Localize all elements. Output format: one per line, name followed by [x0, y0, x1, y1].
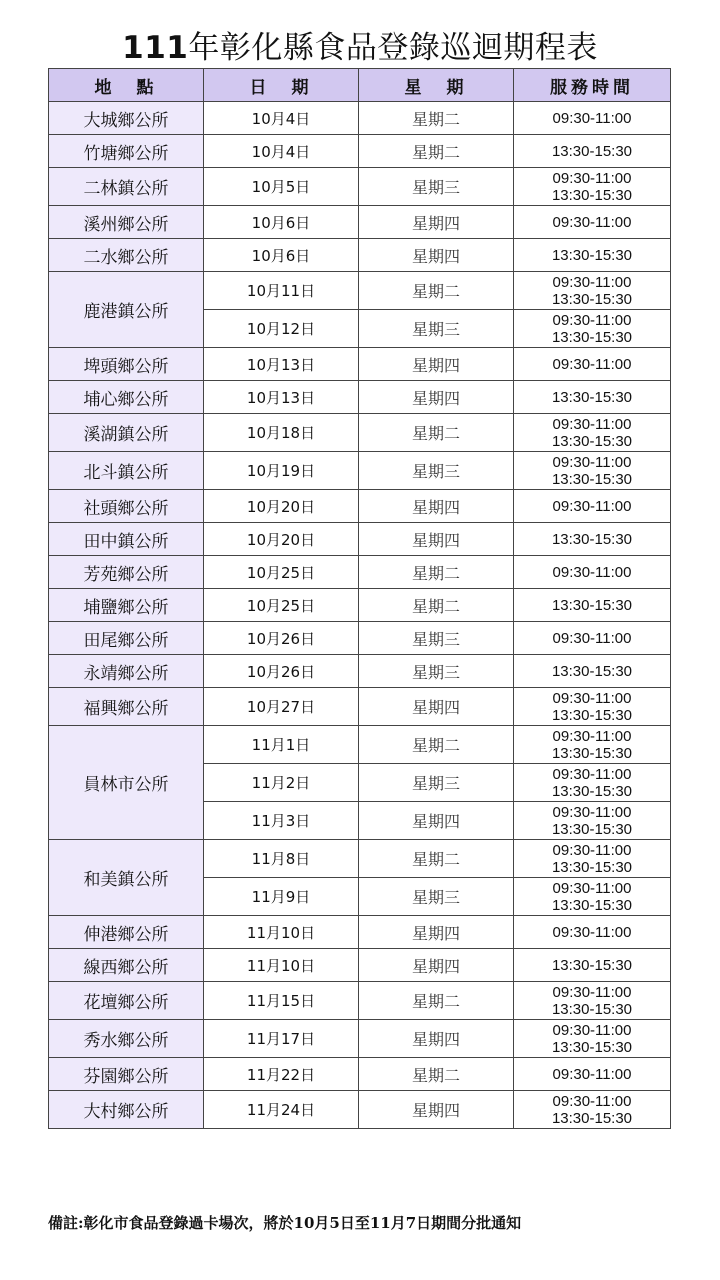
weekday-cell: 星期四: [359, 348, 514, 381]
table-row: [49, 840, 671, 878]
table-row: [49, 982, 671, 1020]
table-row: [49, 381, 671, 414]
date-cell: 10月26日: [204, 655, 359, 688]
time-slot: 13:30-15:30: [551, 596, 633, 614]
location-cell: 二水鄉公所: [49, 239, 204, 272]
location-cell: 溪州鄉公所: [49, 206, 204, 239]
date-cell: 10月20日: [204, 490, 359, 523]
time-cell: [514, 688, 671, 726]
date-cell: 10月11日: [204, 272, 359, 310]
time-slot: 13:30-15:30: [551, 1109, 633, 1127]
date-cell: 10月13日: [204, 381, 359, 414]
title-year: 111: [122, 30, 189, 66]
date-cell: 11月17日: [204, 1020, 359, 1058]
table-row: [49, 1020, 671, 1058]
weekday-cell: 星期二: [359, 726, 514, 764]
table-row: [49, 655, 671, 688]
date-cell: 11月3日: [204, 802, 359, 840]
time-slot: 13:30-15:30: [551, 388, 633, 406]
time-slot: 09:30-11:00: [552, 355, 632, 373]
weekday-cell: 星期二: [359, 589, 514, 622]
weekday-cell: 星期二: [359, 135, 514, 168]
time-slot: 09:30-11:00: [552, 415, 632, 433]
date-cell: 10月4日: [204, 135, 359, 168]
time-cell: [514, 452, 671, 490]
location-cell: 竹塘鄉公所: [49, 135, 204, 168]
date-cell: 11月22日: [204, 1058, 359, 1091]
weekday-cell: 星期四: [359, 1091, 514, 1129]
time-slot: 09:30-11:00: [552, 453, 632, 471]
time-slot: 09:30-11:00: [552, 497, 632, 515]
date-cell: 11月2日: [204, 764, 359, 802]
time-cell: [514, 655, 671, 688]
time-slot: 09:30-11:00: [552, 213, 632, 231]
location-cell: 鹿港鎮公所: [49, 272, 204, 348]
table-row: [49, 102, 671, 135]
location-cell: 埔心鄉公所: [49, 381, 204, 414]
date-cell: 11月15日: [204, 982, 359, 1020]
time-slot: 13:30-15:30: [551, 744, 633, 762]
title-text: 年彰化縣食品登錄巡迴期程表: [188, 30, 598, 66]
weekday-cell: 星期四: [359, 802, 514, 840]
time-cell: [514, 414, 671, 452]
time-slot: 09:30-11:00: [552, 1092, 632, 1110]
location-cell: 溪湖鎮公所: [49, 414, 204, 452]
weekday-cell: 星期三: [359, 452, 514, 490]
time-cell: [514, 523, 671, 556]
time-slot: 09:30-11:00: [552, 689, 632, 707]
time-cell: [514, 982, 671, 1020]
time-slot: 13:30-15:30: [551, 246, 633, 264]
date-cell: 10月27日: [204, 688, 359, 726]
date-cell: 10月13日: [204, 348, 359, 381]
schedule-body: [49, 102, 671, 1129]
time-cell: [514, 310, 671, 348]
table-row: [49, 916, 671, 949]
time-slot: 09:30-11:00: [552, 311, 632, 329]
location-cell: 永靖鄉公所: [49, 655, 204, 688]
time-cell: [514, 726, 671, 764]
table-row: [49, 726, 671, 764]
location-cell: 花壇鄉公所: [49, 982, 204, 1020]
date-cell: 11月9日: [204, 878, 359, 916]
time-cell: [514, 1091, 671, 1129]
time-slot: 13:30-15:30: [551, 706, 633, 724]
time-cell: [514, 589, 671, 622]
time-slot: 13:30-15:30: [551, 186, 633, 204]
date-cell: 10月4日: [204, 102, 359, 135]
table-row: [49, 622, 671, 655]
weekday-cell: 星期三: [359, 310, 514, 348]
time-slot: 13:30-15:30: [551, 432, 633, 450]
date-cell: 11月24日: [204, 1091, 359, 1129]
time-cell: [514, 135, 671, 168]
date-cell: 10月26日: [204, 622, 359, 655]
location-cell: 芳苑鄉公所: [49, 556, 204, 589]
weekday-cell: 星期三: [359, 622, 514, 655]
weekday-cell: 星期四: [359, 381, 514, 414]
weekday-cell: 星期二: [359, 840, 514, 878]
table-row: [49, 556, 671, 589]
table-row: [49, 135, 671, 168]
header-location: 地 點: [49, 69, 204, 102]
time-cell: [514, 381, 671, 414]
weekday-cell: 星期三: [359, 764, 514, 802]
table-row: [49, 1058, 671, 1091]
table-row: [49, 206, 671, 239]
time-cell: [514, 272, 671, 310]
header-date: 日 期: [204, 69, 359, 102]
time-cell: [514, 239, 671, 272]
location-cell: 社頭鄉公所: [49, 490, 204, 523]
time-slot: 09:30-11:00: [552, 1021, 632, 1039]
table-row: [49, 589, 671, 622]
time-slot: 13:30-15:30: [551, 782, 633, 800]
time-cell: [514, 622, 671, 655]
date-cell: 10月6日: [204, 239, 359, 272]
time-cell: [514, 916, 671, 949]
date-cell: 10月25日: [204, 556, 359, 589]
weekday-cell: 星期四: [359, 916, 514, 949]
location-cell: 田中鎮公所: [49, 523, 204, 556]
date-cell: 11月10日: [204, 916, 359, 949]
time-slot: 09:30-11:00: [552, 273, 632, 291]
location-cell: 大村鄉公所: [49, 1091, 204, 1129]
time-slot: 13:30-15:30: [551, 530, 633, 548]
weekday-cell: 星期二: [359, 414, 514, 452]
time-slot: 09:30-11:00: [552, 169, 632, 187]
table-row: [49, 414, 671, 452]
header-time: 服務時間: [514, 69, 671, 102]
time-cell: [514, 1020, 671, 1058]
time-cell: [514, 949, 671, 982]
time-slot: 13:30-15:30: [551, 956, 633, 974]
time-slot: 09:30-11:00: [552, 983, 632, 1001]
time-slot: 09:30-11:00: [552, 765, 632, 783]
location-cell: 埔鹽鄉公所: [49, 589, 204, 622]
time-slot: 13:30-15:30: [551, 470, 633, 488]
weekday-cell: 星期三: [359, 168, 514, 206]
date-cell: 10月18日: [204, 414, 359, 452]
date-cell: 10月25日: [204, 589, 359, 622]
time-cell: [514, 840, 671, 878]
date-cell: 10月19日: [204, 452, 359, 490]
time-slot: 09:30-11:00: [552, 923, 632, 941]
table-row: [49, 490, 671, 523]
location-cell: 田尾鄉公所: [49, 622, 204, 655]
weekday-cell: 星期二: [359, 1058, 514, 1091]
time-slot: 13:30-15:30: [551, 142, 633, 160]
weekday-cell: 星期四: [359, 490, 514, 523]
time-slot: 09:30-11:00: [552, 879, 632, 897]
date-cell: 11月10日: [204, 949, 359, 982]
location-cell: 大城鄉公所: [49, 102, 204, 135]
location-cell: 伸港鄉公所: [49, 916, 204, 949]
table-row: [49, 949, 671, 982]
time-cell: [514, 206, 671, 239]
location-cell: 北斗鎮公所: [49, 452, 204, 490]
time-cell: [514, 1058, 671, 1091]
table-row: [49, 168, 671, 206]
time-slot: 09:30-11:00: [552, 727, 632, 745]
table-row: [49, 523, 671, 556]
date-cell: 11月8日: [204, 840, 359, 878]
time-slot: 13:30-15:30: [551, 290, 633, 308]
weekday-cell: 星期三: [359, 878, 514, 916]
weekday-cell: 星期二: [359, 272, 514, 310]
time-slot: 09:30-11:00: [552, 629, 632, 647]
date-cell: 11月1日: [204, 726, 359, 764]
location-cell: 芬園鄉公所: [49, 1058, 204, 1091]
time-cell: [514, 168, 671, 206]
location-cell: 線西鄉公所: [49, 949, 204, 982]
time-slot: 09:30-11:00: [552, 1065, 632, 1083]
time-slot: 13:30-15:30: [551, 820, 633, 838]
time-cell: [514, 802, 671, 840]
time-cell: [514, 490, 671, 523]
time-slot: 13:30-15:30: [551, 858, 633, 876]
weekday-cell: 星期四: [359, 523, 514, 556]
page-title: [0, 28, 720, 68]
time-cell: [514, 102, 671, 135]
location-cell: 福興鄉公所: [49, 688, 204, 726]
time-slot: 13:30-15:30: [551, 1038, 633, 1056]
time-slot: 09:30-11:00: [552, 803, 632, 821]
time-slot: 13:30-15:30: [551, 328, 633, 346]
time-slot: 13:30-15:30: [551, 662, 633, 680]
table-row: [49, 348, 671, 381]
time-cell: [514, 556, 671, 589]
time-cell: [514, 348, 671, 381]
date-cell: 10月20日: [204, 523, 359, 556]
header-weekday: 星 期: [359, 69, 514, 102]
location-cell: 埤頭鄉公所: [49, 348, 204, 381]
weekday-cell: 星期四: [359, 949, 514, 982]
weekday-cell: 星期三: [359, 655, 514, 688]
schedule-table: [48, 68, 671, 1129]
time-cell: [514, 878, 671, 916]
weekday-cell: 星期二: [359, 556, 514, 589]
table-row: [49, 452, 671, 490]
weekday-cell: 星期四: [359, 206, 514, 239]
date-cell: 10月12日: [204, 310, 359, 348]
date-cell: 10月5日: [204, 168, 359, 206]
time-slot: 09:30-11:00: [552, 841, 632, 859]
weekday-cell: 星期四: [359, 239, 514, 272]
time-slot: 13:30-15:30: [551, 1000, 633, 1018]
time-slot: 09:30-11:00: [552, 563, 632, 581]
location-cell: 和美鎮公所: [49, 840, 204, 916]
weekday-cell: 星期四: [359, 1020, 514, 1058]
weekday-cell: 星期二: [359, 102, 514, 135]
table-row: [49, 1091, 671, 1129]
time-slot: 09:30-11:00: [552, 109, 632, 127]
date-cell: 10月6日: [204, 206, 359, 239]
time-slot: 13:30-15:30: [551, 896, 633, 914]
location-cell: 秀水鄉公所: [49, 1020, 204, 1058]
weekday-cell: 星期二: [359, 982, 514, 1020]
location-cell: 二林鎮公所: [49, 168, 204, 206]
time-cell: [514, 764, 671, 802]
table-row: [49, 239, 671, 272]
table-row: [49, 688, 671, 726]
table-row: [49, 272, 671, 310]
footnote: 備註:彰化市食品登錄過卡場次，將於10月5日至11月7日期間分批通知: [48, 1214, 522, 1232]
location-cell: 員林市公所: [49, 726, 204, 840]
weekday-cell: 星期四: [359, 688, 514, 726]
header-row: [49, 69, 671, 102]
